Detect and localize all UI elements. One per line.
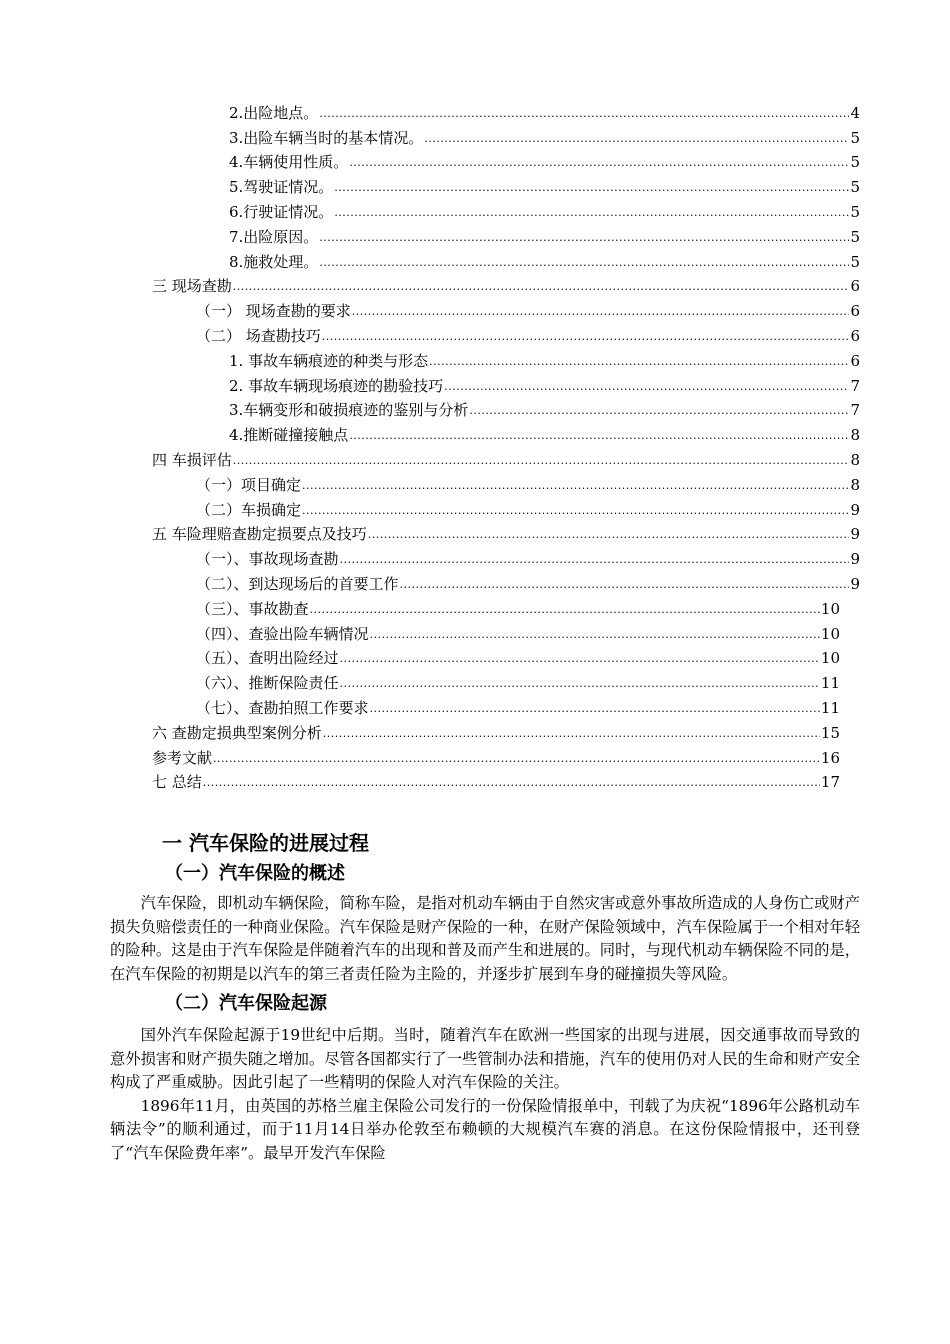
toc-dot-leader	[322, 331, 850, 342]
toc-entry-title: （二）、到达现场后的首要工作	[196, 574, 399, 593]
toc-page-number: 8	[850, 475, 860, 494]
toc-dot-leader	[334, 207, 849, 218]
toc-page-number: 16	[820, 748, 840, 767]
toc-page-number: 9	[850, 500, 860, 519]
toc-entry[interactable]	[152, 743, 860, 768]
toc-dot-leader	[340, 653, 820, 664]
toc-page-number: 6	[850, 302, 860, 321]
section-heading-origin: （二）汽车保险起源	[165, 993, 327, 1014]
toc-page-number: 8	[850, 450, 860, 469]
toc-dot-leader	[424, 133, 849, 144]
toc-entry[interactable]	[152, 569, 860, 594]
toc-entry-title: （六）、推断保险责任	[196, 674, 339, 693]
toc-entry[interactable]	[152, 296, 860, 321]
toc-entry-title: 4.车辆使用性质。	[229, 153, 349, 172]
toc-dot-leader	[334, 182, 849, 193]
paragraph-origin-2: 1896年11月，由英国的苏格兰雇主保险公司发行的一份保险情报单中，刊载了为庆祝“1896年公路机动车辆法令”的顺利通过，而于11月14日举办伦敦至布赖顿的大规模汽车赛的消息。在这份保险情报中，还刊登了“汽车保险费年率”。最早开发汽车保险	[110, 1096, 860, 1162]
toc-dot-leader	[352, 306, 850, 317]
toc-page-number: 5	[850, 128, 860, 147]
toc-entry-title: 七 总结	[152, 773, 202, 792]
toc-page-number: 6	[850, 277, 860, 296]
toc-dot-leader	[349, 430, 849, 441]
toc-page-number: 5	[850, 153, 860, 172]
toc-dot-leader	[368, 529, 850, 540]
toc-entry[interactable]	[152, 346, 860, 371]
toc-entry-title: （一）项目确定	[196, 475, 302, 494]
toc-entry-title: 六 查勘定损典型案例分析	[152, 723, 322, 742]
toc-entry-title: （三）、事故勘查	[196, 599, 309, 618]
body-content	[110, 828, 860, 1165]
toc-entry-title: （二）车损确定	[196, 500, 302, 519]
toc-entry-title: （五）、查明出险经过	[196, 649, 339, 668]
toc-dot-leader	[233, 455, 850, 466]
paragraph-overview: 汽车保险，即机动车辆保险，简称车险，是指对机动车辆由于自然灾害或意外事故所造成的人身伤亡或财产损失负赔偿责任的一种商业保险。汽车保险是财产保险的一种，在财产保险领域中，汽车保险属于一个相对年轻的险种。这是由于汽车保险是伴随着汽车的出现和普及而产生和进展的。同时，与现代机动车辆保险不同的是，在汽车保险的初期是以汽车的第三者责任险为主险的，并逐步扩展到车身的碰撞损失等风险。	[110, 894, 860, 983]
toc-entry-title: 1. 事故车辆痕迹的种类与形态	[229, 351, 429, 370]
toc-dot-leader	[319, 257, 849, 268]
toc-entry-title: 2. 事故车辆现场痕迹的勘验技巧	[229, 376, 444, 395]
toc-dot-leader	[213, 753, 820, 764]
toc-entry[interactable]	[152, 544, 860, 569]
toc-entry[interactable]	[152, 520, 860, 545]
toc-dot-leader	[400, 579, 850, 590]
toc-dot-leader	[370, 703, 820, 714]
toc-page-number: 10	[820, 624, 840, 643]
toc-page-number: 8	[850, 426, 860, 445]
toc-entry[interactable]	[152, 495, 860, 520]
toc-dot-leader	[340, 678, 820, 689]
toc-page-number: 10	[820, 649, 840, 668]
section-heading-overview: （一）汽车保险的概述	[165, 863, 345, 884]
toc-page-number: 6	[850, 326, 860, 345]
toc-page-number: 9	[850, 550, 860, 569]
toc-page-number: 11	[820, 698, 840, 717]
toc-entry[interactable]	[152, 594, 860, 619]
toc-entry-title: （四）、查验出险车辆情况	[196, 624, 369, 643]
toc-page-number: 5	[850, 202, 860, 221]
toc-entry-title: 参考文献	[152, 748, 213, 767]
toc-page-number: 5	[850, 227, 860, 246]
toc-dot-leader	[370, 629, 820, 640]
toc-page-number: 9	[850, 525, 860, 544]
toc-entry-title: 四 车损评估	[152, 450, 232, 469]
toc-page-number: 7	[850, 401, 860, 420]
toc-entry-title: 3.车辆变形和破损痕迹的鉴别与分析	[229, 401, 469, 420]
toc-dot-leader	[444, 381, 849, 392]
toc-entry-title: 6.行驶证情况。	[229, 202, 334, 221]
toc-entry-title: 五 车险理赔查勘定损要点及技巧	[152, 525, 367, 544]
toc-entry[interactable]	[152, 470, 860, 495]
toc-dot-leader	[203, 777, 820, 788]
toc-dot-leader	[323, 728, 820, 739]
chapter-heading: 一 汽车保险的进展过程	[162, 831, 369, 855]
toc-entry[interactable]	[152, 445, 860, 470]
toc-entry[interactable]	[152, 272, 860, 297]
toc-entry-title: 2.出险地点。	[229, 103, 319, 122]
toc-page-number: 11	[820, 674, 840, 693]
toc-dot-leader	[319, 108, 849, 119]
toc-entry[interactable]	[152, 371, 860, 396]
toc-dot-leader	[349, 157, 849, 168]
toc-entry-title: 3.出险车辆当时的基本情况。	[229, 128, 424, 147]
toc-entry[interactable]	[152, 644, 860, 669]
toc-page-number: 10	[820, 599, 840, 618]
toc-page-number: 7	[850, 376, 860, 395]
toc-dot-leader	[340, 554, 850, 565]
toc-entry[interactable]	[152, 172, 860, 197]
toc-entry-title: 5.驾驶证情况。	[229, 178, 334, 197]
toc-page-number: 4	[850, 103, 860, 122]
toc-entry[interactable]	[152, 693, 860, 718]
toc-entry[interactable]	[152, 98, 860, 123]
toc-entry[interactable]	[152, 668, 860, 693]
toc-page-number: 15	[820, 723, 840, 742]
toc-entry-title: 三 现场查勘	[152, 277, 232, 296]
toc-entry[interactable]	[152, 148, 860, 173]
toc-entry[interactable]	[152, 123, 860, 148]
toc-page-number: 17	[820, 773, 840, 792]
table-of-contents	[152, 98, 860, 792]
toc-dot-leader	[233, 281, 850, 292]
toc-entry-title: （一）、事故现场查勘	[196, 550, 339, 569]
toc-entry-title: 7.出险原因。	[229, 227, 319, 246]
toc-dot-leader	[302, 480, 849, 491]
toc-entry[interactable]	[152, 396, 860, 421]
toc-dot-leader	[319, 232, 849, 243]
toc-entry[interactable]	[152, 197, 860, 222]
toc-entry[interactable]	[152, 768, 860, 793]
toc-dot-leader	[429, 356, 849, 367]
toc-entry-title: 4.推断碰撞接触点	[229, 426, 349, 445]
paragraph-origin-1: 国外汽车保险起源于19世纪中后期。当时，随着汽车在欧洲一些国家的出现与进展，因交通事故而导致的意外损害和财产损失随之增加。尽管各国都实行了一些管制办法和措施，汽车的使用仍对人民的生命和财产安全构成了严重威胁。因此引起了一些精明的保险人对汽车保险的关注。	[110, 1026, 860, 1091]
toc-entry-title: 8.施救处理。	[229, 252, 319, 271]
toc-entry-title: （一） 现场查勘的要求	[196, 302, 351, 321]
toc-page-number: 5	[850, 178, 860, 197]
toc-dot-leader	[310, 604, 820, 615]
toc-page-number: 9	[850, 574, 860, 593]
toc-dot-leader	[469, 405, 849, 416]
toc-page-number: 5	[850, 252, 860, 271]
toc-entry[interactable]	[152, 718, 860, 743]
toc-entry-title: （二） 场查勘技巧	[196, 326, 321, 345]
toc-entry[interactable]	[152, 420, 860, 445]
toc-entry[interactable]	[152, 247, 860, 272]
toc-entry-title: （七）、查勘拍照工作要求	[196, 698, 369, 717]
toc-entry[interactable]	[152, 619, 860, 644]
toc-entry[interactable]	[152, 321, 860, 346]
toc-dot-leader	[302, 505, 849, 516]
toc-entry[interactable]	[152, 222, 860, 247]
toc-page-number: 6	[850, 351, 860, 370]
